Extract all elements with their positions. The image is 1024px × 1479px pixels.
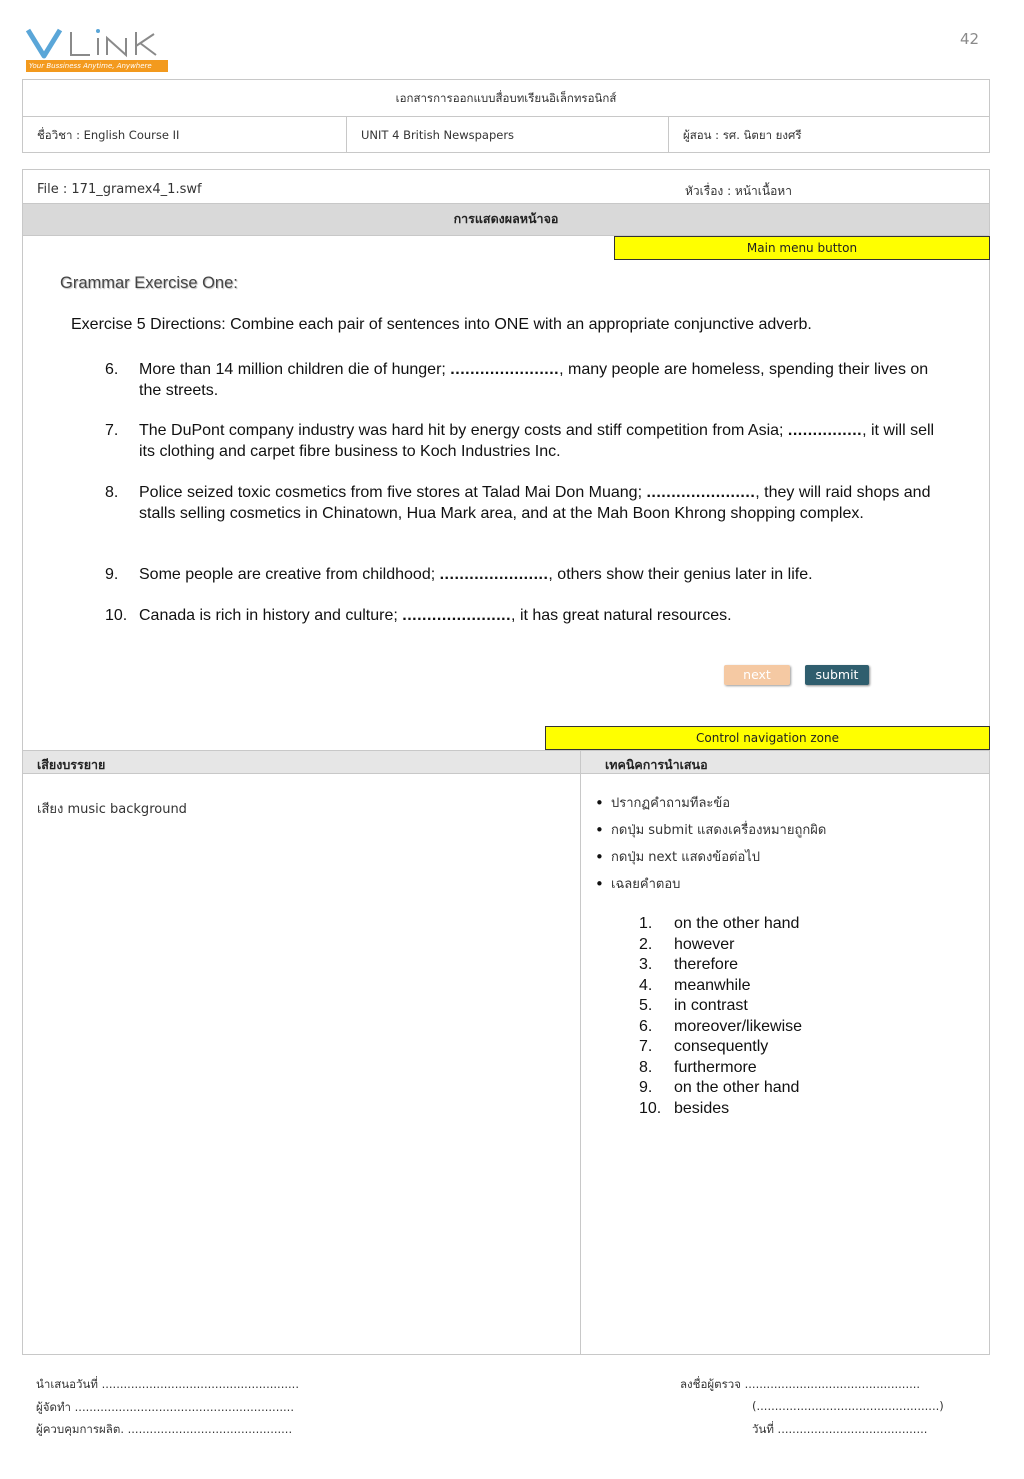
question-item bbox=[105, 421, 945, 462]
topic-label: หัวเรื่อง : หน้าเนื้อหา bbox=[685, 184, 792, 198]
bullet-icon: • bbox=[595, 848, 604, 866]
submit-button[interactable]: submit bbox=[805, 665, 869, 685]
question-text: Canada is rich in history and culture; bbox=[139, 607, 403, 624]
question-text: , it has great natural resources. bbox=[511, 607, 732, 624]
technique-text: เฉลยคำตอบ bbox=[611, 877, 681, 892]
question-number: 9. bbox=[105, 566, 119, 583]
question-text: Some people are creative from childhood; bbox=[139, 566, 440, 583]
reviewer-signature-line: ลงชื่อผู้ตรวจ ................................................ bbox=[680, 1377, 921, 1391]
answer-number: 7. bbox=[639, 1038, 653, 1055]
answer-item bbox=[639, 996, 802, 1017]
answer-text: meanwhile bbox=[674, 976, 751, 994]
technique-item bbox=[595, 875, 826, 902]
question-text: More than 14 million children die of hunger; bbox=[139, 361, 451, 378]
answer-blank: ............... bbox=[787, 422, 863, 439]
answer-text: besides bbox=[674, 1099, 730, 1117]
vlink-logo bbox=[26, 24, 170, 74]
storyboard-frame bbox=[22, 169, 990, 1355]
file-name: File : 171_gramex4_1.swf bbox=[37, 182, 202, 197]
answer-item bbox=[639, 1037, 802, 1058]
question-text: The DuPont company industry was hard hit by energy costs and stiff competition from Asia; bbox=[139, 422, 788, 439]
question-text: , many people are homeless, spending their lives on the streets. bbox=[139, 361, 929, 399]
answer-key-list bbox=[639, 914, 802, 1119]
answer-text: in contrast bbox=[674, 997, 748, 1014]
answer-number: 3. bbox=[639, 956, 653, 973]
technique-item bbox=[595, 794, 826, 821]
answer-number: 4. bbox=[639, 976, 653, 994]
narration-header: เสียงบรรยาย bbox=[37, 757, 106, 772]
answer-item bbox=[639, 914, 802, 935]
answer-text: on the other hand bbox=[674, 1079, 800, 1096]
answer-text: furthermore bbox=[674, 1058, 757, 1076]
technique-item bbox=[595, 848, 826, 875]
question-number: 8. bbox=[105, 484, 119, 501]
answer-item bbox=[639, 935, 802, 956]
answer-blank: ...................... bbox=[450, 361, 560, 378]
question-text: , they will raid shops and stalls selling cosmetics in Chinatown, Hua Mark area, and at the Mah Boon Khrong shopping complex. bbox=[139, 484, 931, 522]
question-text: , others show their genius later in life. bbox=[548, 566, 813, 583]
answer-item bbox=[639, 1017, 802, 1038]
question-number: 10. bbox=[105, 607, 128, 624]
technique-text: กดปุ่ม next แสดงข้อต่อไป bbox=[611, 850, 761, 865]
technique-item bbox=[595, 821, 826, 848]
review-date-line: วันที่ ......................................... bbox=[752, 1422, 928, 1436]
exercise-directions: Exercise 5 Directions: Combine each pair of sentences into ONE with an appropriate conjunctive adverb. bbox=[71, 316, 812, 333]
answer-number: 6. bbox=[639, 1017, 653, 1035]
answer-text: on the other hand bbox=[674, 915, 800, 932]
bullet-icon: • bbox=[595, 875, 604, 893]
unit-name: UNIT 4 British Newspapers bbox=[346, 117, 668, 153]
main-menu-tag: Main menu button bbox=[614, 236, 990, 260]
question-item bbox=[105, 360, 945, 401]
answer-item bbox=[639, 1078, 802, 1099]
instructor-name: ผู้สอน : รศ. นิตยา ยงศรี bbox=[668, 117, 989, 153]
question-item bbox=[105, 606, 945, 627]
answer-number: 10. bbox=[639, 1099, 662, 1117]
technique-header: เทคนิคการนำเสนอ bbox=[605, 757, 708, 772]
answer-item bbox=[639, 1058, 802, 1079]
technique-list bbox=[595, 794, 826, 902]
answer-number: 5. bbox=[639, 997, 653, 1014]
bottom-table-header bbox=[23, 750, 989, 774]
answer-blank: ...................... bbox=[439, 566, 549, 583]
question-number: 6. bbox=[105, 361, 119, 378]
answer-blank: ...................... bbox=[402, 607, 512, 624]
narration-text: เสียง music background bbox=[37, 802, 187, 817]
course-name: ชื่อวิชา : English Course II bbox=[37, 128, 180, 142]
column-divider bbox=[580, 750, 581, 1354]
reviewer-name-line: (..................................................) bbox=[752, 1399, 944, 1413]
answer-text: however bbox=[674, 935, 735, 953]
production-controller-line: ผู้ควบคุมการผลิต. ............................................. bbox=[36, 1422, 293, 1436]
technique-text: ปรากฏคำถามทีละข้อ bbox=[611, 796, 731, 811]
bullet-icon: • bbox=[595, 794, 604, 812]
answer-item bbox=[639, 955, 802, 976]
next-button[interactable]: next bbox=[724, 665, 790, 685]
logo-tagline: Your Bussiness Anytime, Anywhere bbox=[26, 60, 168, 72]
answer-number: 1. bbox=[639, 915, 653, 932]
answer-number: 2. bbox=[639, 935, 653, 953]
answer-item bbox=[639, 976, 802, 997]
exercise-title: Grammar Exercise One: bbox=[60, 274, 238, 292]
document-header bbox=[22, 79, 990, 153]
answer-blank: ...................... bbox=[646, 484, 756, 501]
bullet-icon: • bbox=[595, 821, 604, 839]
question-item bbox=[105, 565, 945, 586]
answer-number: 8. bbox=[639, 1058, 653, 1076]
prepared-by-line: ผู้จัดทำ ............................................................ bbox=[36, 1400, 294, 1414]
question-text: , it will sell its clothing and carpet fibre business to Koch Industries Inc. bbox=[139, 422, 935, 460]
document-title: เอกสารการออกแบบสื่อบทเรียนอิเล็กทรอนิกส์ bbox=[23, 80, 989, 117]
answer-text: consequently bbox=[674, 1038, 769, 1055]
answer-text: therefore bbox=[674, 956, 739, 973]
answer-item bbox=[639, 1099, 802, 1120]
technique-text: กดปุ่ม submit แสดงเครื่องหมายถูกผิด bbox=[611, 823, 827, 838]
answer-text: moreover/likewise bbox=[674, 1017, 803, 1035]
question-item bbox=[105, 483, 945, 524]
control-navigation-tag: Control navigation zone bbox=[545, 726, 990, 750]
file-row bbox=[23, 170, 989, 204]
page-number: 42 bbox=[960, 30, 980, 48]
screen-display-heading: การแสดงผลหน้าจอ bbox=[23, 204, 989, 236]
question-number: 7. bbox=[105, 422, 119, 439]
question-text: Police seized toxic cosmetics from five stores at Talad Mai Don Muang; bbox=[139, 484, 647, 501]
presented-date-line: นำเสนอวันที่ ...................................................... bbox=[36, 1377, 299, 1391]
answer-number: 9. bbox=[639, 1079, 653, 1096]
